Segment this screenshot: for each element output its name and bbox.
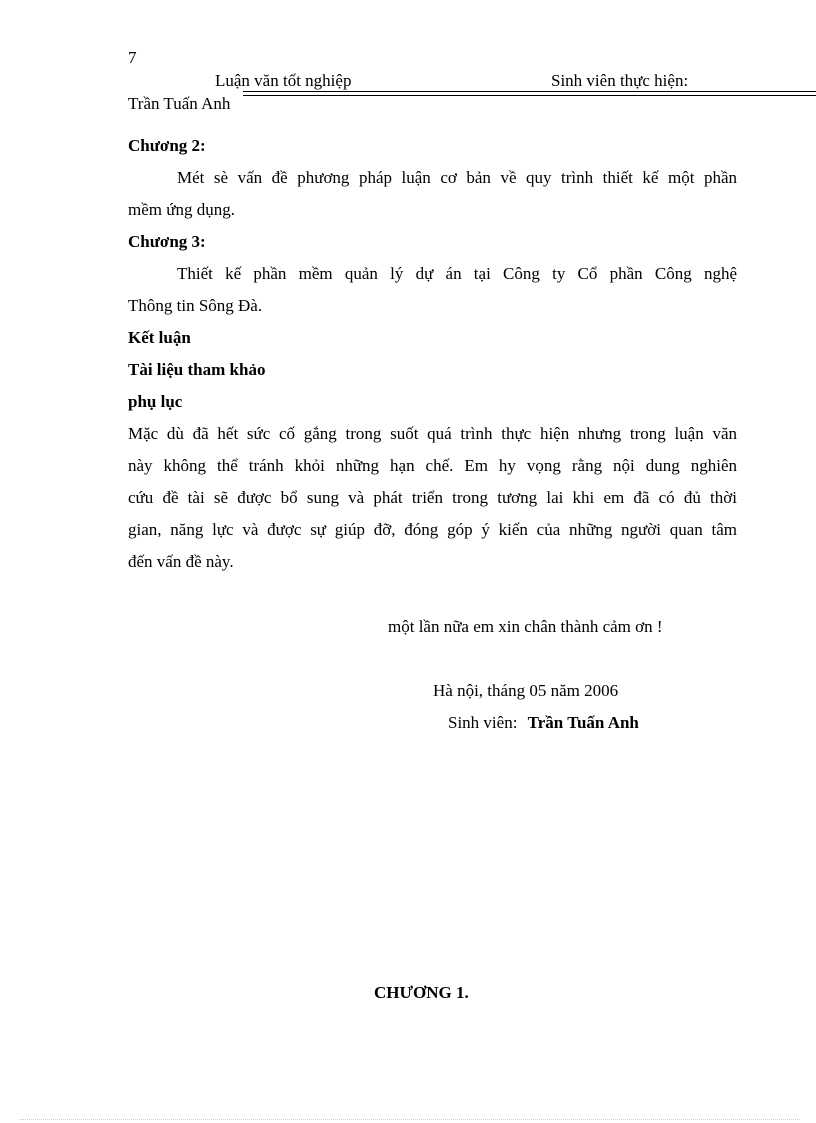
chapter-3-line-2: Thông tin Sông Đà. — [128, 296, 263, 315]
chapter-3-line-1: Thiết kế phần mềm quản lý dự án tại Công ty Cổ phần Công nghệ — [177, 264, 737, 283]
thanks-line: một lần nữa em xin chân thành cảm ơn ! — [388, 617, 663, 636]
chapter-2-line-1: Mét sè vấn đề phương pháp luận cơ bản về quy trình thiết kế một phần — [177, 168, 737, 187]
closing-paragraph-line-4: gian, năng lực và được sự giúp đỡ, đóng góp ý kiến của những người quan tâm — [128, 520, 737, 539]
closing-paragraph-line-5: đến vấn đề này. — [128, 552, 234, 571]
signer-label: Sinh viên: — [448, 713, 518, 732]
chapter-2-line-2: mềm ứng dụng. — [128, 200, 235, 219]
document-body — [128, 130, 737, 578]
header-thesis-title: Luận văn tốt nghiệp — [215, 71, 352, 90]
page-bottom-divider — [20, 1119, 800, 1120]
header-author: Trần Tuấn Anh — [128, 94, 231, 113]
date-line: Hà nội, tháng 05 năm 2006 — [433, 681, 619, 700]
closing-paragraph-line-1: Mặc dù đã hết sức cố gắng trong suốt quá trình thực hiện nhưng trong luận văn — [128, 424, 737, 443]
signature-line — [448, 713, 639, 733]
page-number: 7 — [128, 48, 137, 67]
appendix-heading: phụ lục — [128, 392, 183, 411]
chapter-3-heading: Chương 3: — [128, 232, 206, 251]
closing-paragraph-line-2: này không thể tránh khỏi những hạn chế. Em hy vọng rằng nội dung nghiên — [128, 456, 737, 475]
next-chapter-heading: CHƯƠNG 1. — [374, 983, 469, 1002]
conclusion-heading: Kết luận — [128, 328, 191, 347]
references-heading: Tài liệu tham khảo — [128, 360, 266, 379]
closing-paragraph-line-3: cứu đề tài sẽ được bổ sung và phát triển trong tương lai khi em đã có đủ thời — [128, 488, 737, 507]
header-student-label: Sinh viên thực hiện: — [551, 71, 689, 90]
header-rule — [243, 91, 816, 96]
chapter-2-heading: Chương 2: — [128, 136, 206, 155]
signer-name: Trần Tuấn Anh — [527, 713, 639, 732]
